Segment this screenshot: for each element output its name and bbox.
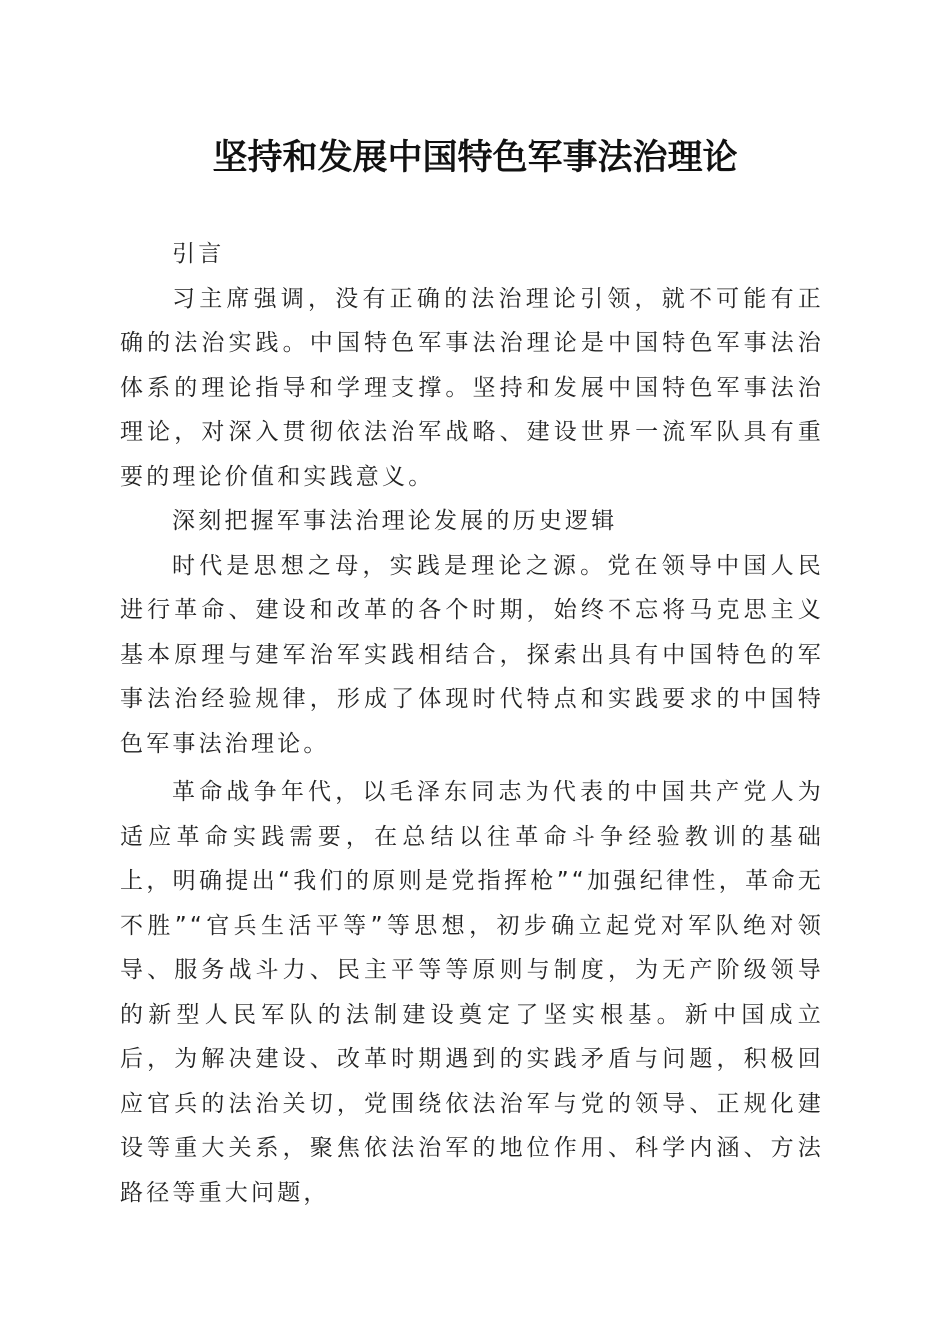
- paragraph: 革命战争年代，以毛泽东同志为代表的中国共产党人为适应革命实践需要，在总结以往革命斗争经验教训的基础上，明确提出“我们的原则是党指挥枪”“加强纪律性，革命无不胜”“官兵生活平等”等思想，初步确立起党对军队绝对领导、服务战斗力、民主平等等原则与制度，为无产阶级领导的新型人民军队的法制建设奠定了坚实根基。新中国成立后，为解决建设、改革时期遇到的实践矛盾与问题，积极回应官兵的法治关切，党围绕依法治军与党的领导、正规化建设等重大关系，聚焦依法治军的地位作用、科学内涵、方法路径等重大问题，: [120, 779, 824, 1206]
- section-heading-history: 深刻把握军事法治理论发展的历史逻辑: [172, 508, 618, 534]
- document-body: [120, 232, 824, 1215]
- paragraph: 习主席强调，没有正确的法治理论引领，就不可能有正确的法治实践。中国特色军事法治理论是中国特色军事法治体系的理论指导和学理支撑。坚持和发展中国特色军事法治理论，对深入贯彻依法治军战略、建设世界一流军队具有重要的理论价值和实践意义。: [120, 285, 824, 490]
- document-title: 坚持和发展中国特色军事法治理论: [212, 137, 738, 178]
- paragraph: 时代是思想之母，实践是理论之源。党在领导中国人民进行革命、建设和改革的各个时期，始终不忘将马克思主义基本原理与建军治军实践相结合，探索出具有中国特色的军事法治经验规律，形成了体现时代特点和实践要求的中国特色军事法治理论。: [120, 552, 824, 757]
- section-heading-intro: 引言: [172, 241, 225, 267]
